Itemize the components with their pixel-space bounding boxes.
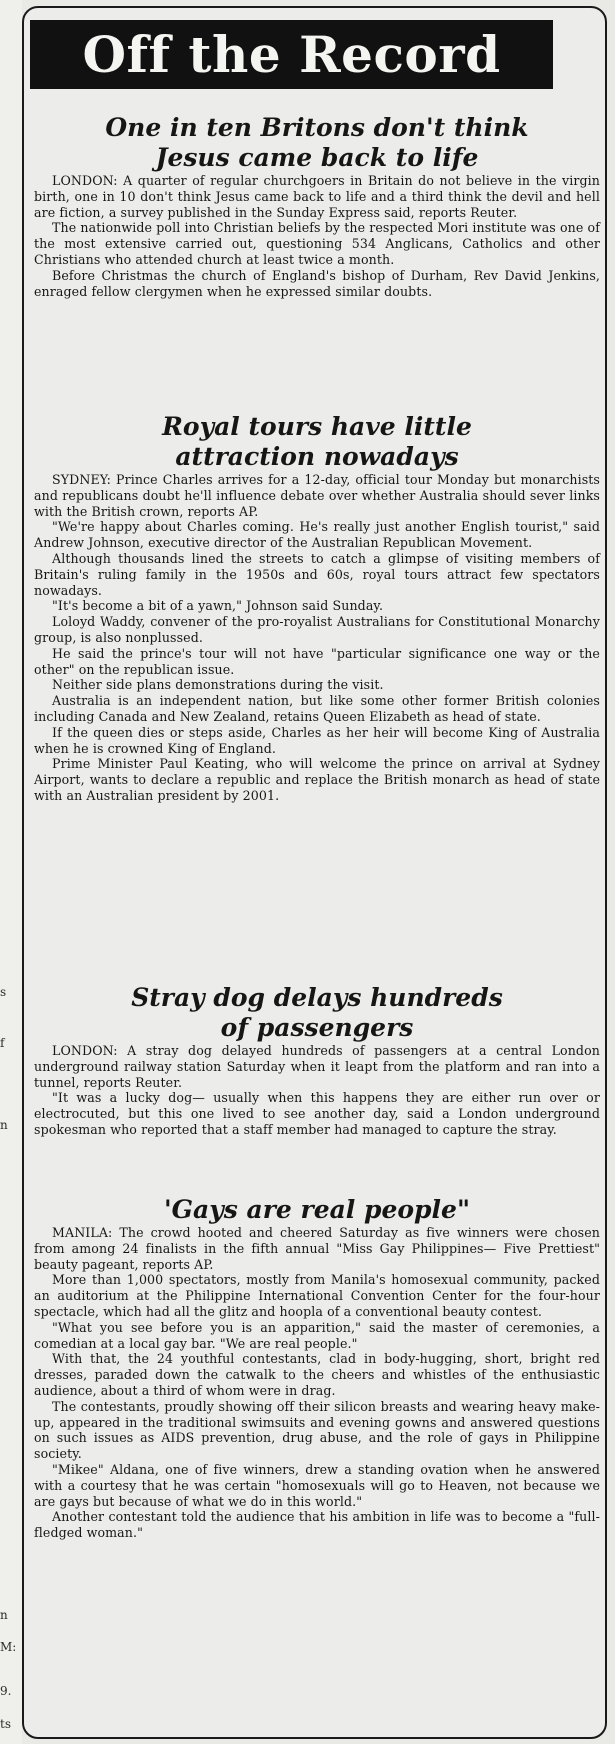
story-paragraph: With that, the 24 youthful contestants, clad in body-hugging, short, bright red dresses, paraded down the catwalk to the cheers and whistles of the enthusiastic audience, about a third of whom were in drag. (34, 1351, 600, 1398)
story-body (34, 173, 600, 299)
story-paragraph: The nationwide poll into Christian beliefs by the respected Mori institute was one of the most extensive carried out, questioning 534 Anglicans, Catholics and other Christians who attended church at least twice a month. (34, 220, 600, 267)
story-headline: Stray dog delays hundreds of passengers (131, 983, 503, 1042)
margin-fragment: s (0, 985, 7, 999)
story-paragraph: Another contestant told the audience that his ambition in life was to become a "full-fledged woman." (34, 1509, 600, 1541)
story-body (34, 1225, 600, 1541)
story-paragraph: More than 1,000 spectators, mostly from Manila's homosexual community, packed an auditorium at the Philippine International Convention Center for the four-hour spectacle, which had all the glitz and hoopla of a conventional beauty contest. (34, 1272, 600, 1319)
story-royal-tours (34, 412, 600, 804)
story-headline: Royal tours have little attraction nowadays (162, 412, 472, 471)
story-paragraph: "It's become a bit of a yawn," Johnson said Sunday. (52, 598, 384, 614)
margin-fragment: ts (0, 1717, 11, 1731)
column-masthead (30, 20, 553, 89)
story-paragraph: "We're happy about Charles coming. He's really just another English tourist," said Andrew Johnson, executive director of the Australian Republican Movement. (34, 519, 600, 551)
adjacent-column-strip (0, 0, 22, 1744)
story-stray-dog (34, 983, 600, 1138)
story-paragraph: Neither side plans demonstrations during the visit. (52, 677, 384, 693)
story-paragraph: He said the prince's tour will not have "particular significance one way or the other" on the republican issue. (34, 645, 600, 677)
margin-fragment: n (0, 1118, 8, 1132)
margin-fragment: f (0, 1036, 5, 1050)
story-gays-real-people (34, 1195, 600, 1541)
story-paragraph: Australia is an independent nation, but like some other former British colonies including Canada and New Zealand, retains Queen Elizabeth as head of state. (34, 693, 600, 724)
story-paragraph: If the queen dies or steps aside, Charles as her heir will become King of Australia when he is crowned King of England. (34, 724, 600, 756)
story-britons-jesus (34, 113, 600, 299)
column-title: Off the Record (82, 25, 501, 84)
story-paragraph: Prime Minister Paul Keating, who will welcome the prince on arrival at Sydney Airport, wants to declare a republic and replace the British monarch as head of state with an Australian president by 2001. (34, 756, 600, 803)
story-headline: One in ten Britons don't think Jesus came back to life (105, 113, 529, 172)
story-paragraph: LONDON: A stray dog delayed hundreds of passengers at a central London underground railway station Saturday when it leapt from the platform and ran into a tunnel, reports Reuter. (34, 1043, 600, 1090)
story-paragraph: Although thousands lined the streets to catch a glimpse of visiting members of Britain's ruling family in the 1950s and 60s, royal tours attract few spectators nowadays. (34, 550, 600, 598)
column-frame (22, 6, 607, 1739)
story-body (34, 1043, 600, 1138)
story-paragraph: "Mikee" Aldana, one of five winners, drew a standing ovation when he answered with a courtesy that he was certain "homosexuals will go to Heaven, not because we are gays but because of what we do in this world." (34, 1461, 600, 1509)
story-paragraph: "What you see before you is an apparition," said the master of ceremonies, a comedian at a local gay bar. "We are real people." (34, 1319, 600, 1351)
story-paragraph: MANILA: The crowd hooted and cheered Saturday as five winners were chosen from among 24 finalists in the fifth annual "Miss Gay Philippines— Five Prettiest" beauty pageant, reports AP. (34, 1225, 600, 1272)
story-paragraph: "It was a lucky dog— usually when this happens they are either run over or electrocuted, but this one lived to see another day, said a London underground spokesman who reported that a staff member had managed to capture the stray. (34, 1090, 600, 1137)
story-paragraph: The contestants, proudly showing off their silicon breasts and wearing heavy make-up, appeared in the traditional swimsuits and evening gowns and answered questions on such issues as AIDS prevention, drug abuse, and the role of gays in Philippine society. (34, 1398, 600, 1462)
story-paragraph: Loloyd Waddy, convener of the pro-royalist Australians for Constitutional Monarchy group, is also nonplussed. (34, 614, 600, 645)
margin-fragment: n (0, 1608, 8, 1622)
story-body (34, 472, 600, 804)
story-paragraph: LONDON: A quarter of regular churchgoers in Britain do not believe in the virgin birth, one in 10 don't think Jesus came back to life and a third think the devil and hell are fiction, a survey published in the Sunday Express said, reports Reuter. (34, 173, 600, 220)
margin-fragment: 9. (0, 1684, 12, 1698)
story-paragraph: SYDNEY: Prince Charles arrives for a 12-day, official tour Monday but monarchists and republicans doubt he'll influence debate over whether Australia should sever links with the British crown, reports AP. (34, 472, 600, 519)
story-paragraph: Before Christmas the church of England's bishop of Durham, Rev David Jenkins, enraged fellow clergymen when he expressed similar doubts. (34, 267, 600, 299)
margin-fragment: M: (0, 1640, 17, 1654)
story-headline: 'Gays are real people" (164, 1195, 470, 1224)
